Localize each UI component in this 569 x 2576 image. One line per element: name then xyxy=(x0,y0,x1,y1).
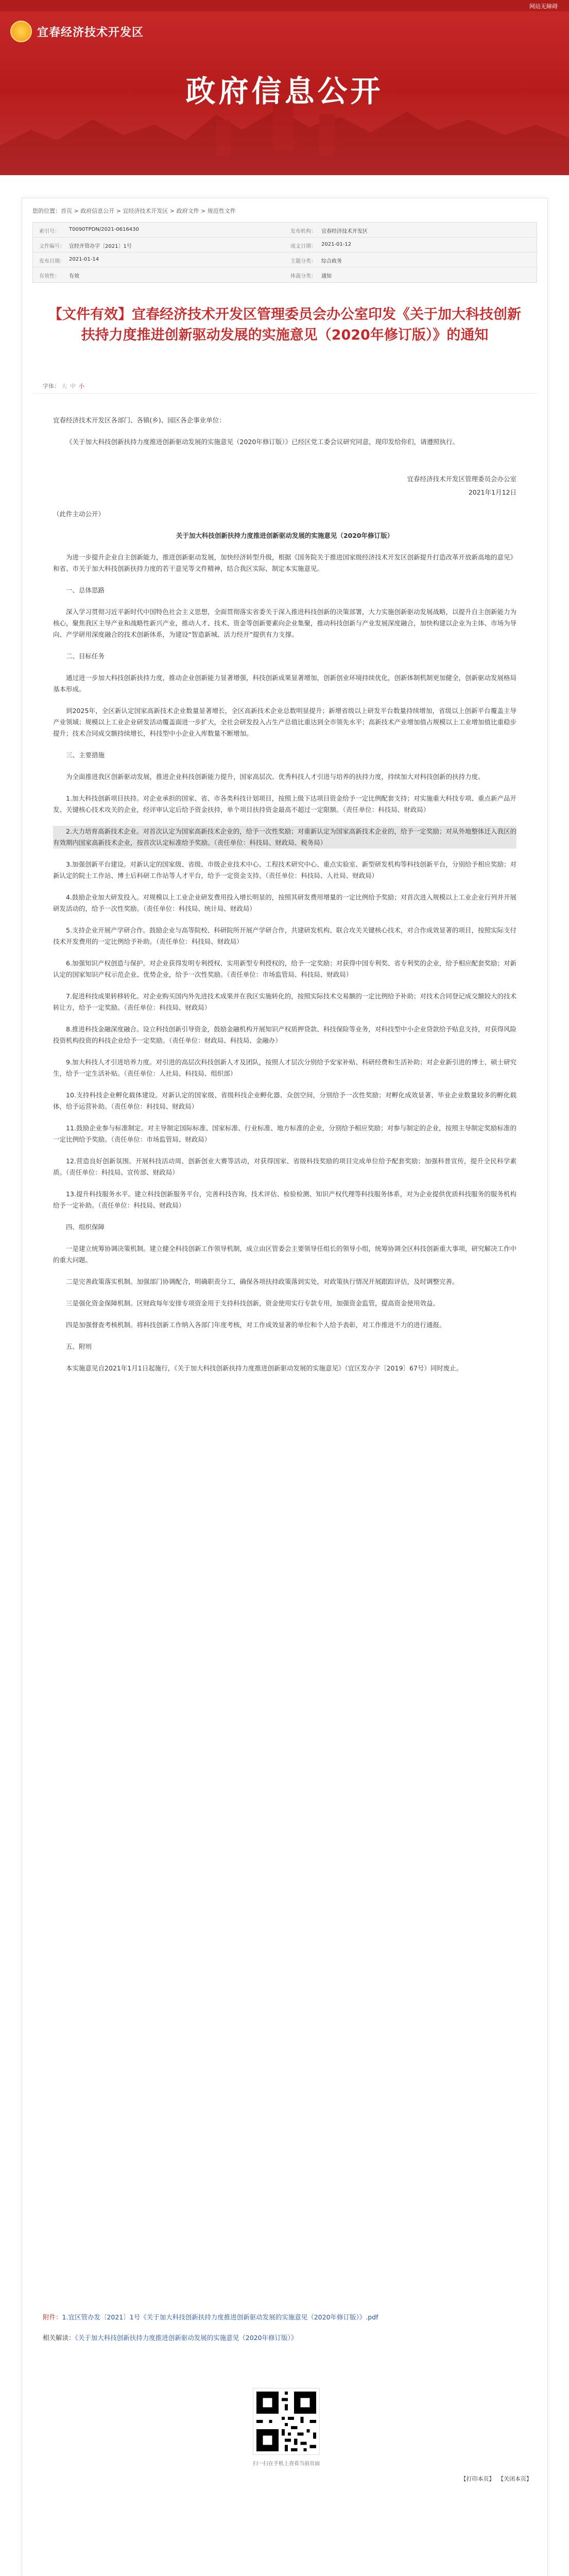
section-heading: 四、组织保障 xyxy=(66,1223,105,1231)
measure-item: 9.加大科技人才引进培养力度。对引进的高层次科技创新人才及团队，按照人才层次分别给予安家补贴、科研经费和生活补助；对企业新引进的博士、硕士研究生，给予一定生活补贴。（责任单位：人社局、科技局、组织部） xyxy=(53,1058,516,1077)
breadcrumb[interactable]: 您的位置：首页 > 政府信息公开 > 宜经济技术开发区 > 政府文件 > 规范性文件 xyxy=(32,208,236,214)
measure-item: 6.加强知识产权创造与保护。对企业获得发明专利授权、实用新型专利授权的，给予一定奖励；对获得中国专利奖、省专利奖的企业，给予相应配套奖励；对新认定的国家知识产权示范企业、优势企业，给予一次性奖励。（责任单位：市场监管局、科技局、财政局） xyxy=(53,959,516,978)
info-key: 发布日期： xyxy=(39,259,65,264)
info-value: 宜经开管办字〔2021〕1号 xyxy=(69,244,132,249)
measure-item: 11.鼓励企业参与标准制定。对主导制定国际标准、国家标准、行业标准、地方标准的企业，分别给予相应奖励；对参与制定的企业，按照主导制定奖励标准的一定比例给予奖励。（责任单位：市场监管局、财政局） xyxy=(53,1124,516,1143)
body-paragraph: 四是加强督查考核机制。将科技创新工作纳入各部门年度考核，对工作成效显著的单位和个人给予表彰，对工作推进不力的进行通报。 xyxy=(66,1321,446,1329)
info-value: 宜春经济技术开发区 xyxy=(321,229,368,234)
qr-code xyxy=(253,2388,320,2455)
info-value: 2021-01-12 xyxy=(321,242,352,247)
body-paragraph: 宜春经济技术开发区各部门、各镇(乡)、园区各企事业单位： xyxy=(53,416,226,424)
qr-caption: 扫一扫在手机上查看当前页面 xyxy=(253,2461,320,2467)
policy-title: 关于加大科技创新扶持力度推进创新驱动发展的实施意见（2020年修订版） xyxy=(176,532,394,539)
info-value: 综合政务 xyxy=(321,259,342,264)
body-paragraph: 本实施意见自2021年1月1日起施行，《关于加大科技创新扶持力度推进创新驱动发展的实施意见》（宜区发办字〔2019〕67号）同时废止。 xyxy=(66,1364,463,1372)
issuer: 宜春经济技术开发区管理委员会办公室 xyxy=(407,475,516,483)
info-key: 体裁分类： xyxy=(290,274,316,279)
document-body xyxy=(53,415,516,1384)
top-bar xyxy=(0,0,569,11)
site-header xyxy=(0,11,569,175)
section-heading: 二、目标任务 xyxy=(66,652,105,660)
section-heading: 三、主要措施 xyxy=(66,751,105,759)
info-key: 成文日期： xyxy=(290,244,316,249)
info-value: 通知 xyxy=(321,274,332,279)
info-value: 有效 xyxy=(69,274,79,279)
measure-item: 12.营造良好创新氛围。开展科技活动周、创新创业大赛等活动，对获得国家、省级科技奖励的项目完成单位给予配套奖励；加强科普宣传，提升全民科学素质。（责任单位：科技局、宣传部、财政局） xyxy=(53,1157,516,1176)
font-large-button[interactable]: 大 xyxy=(61,383,67,389)
font-label: 字体： xyxy=(43,383,60,389)
info-value: T0090TPDN/2021-0616430 xyxy=(69,227,139,232)
measure-item: 4.鼓励企业加大研发投入。对规模以上工业企业研发费用投入增长明显的，按照其研发费用增量的一定比例给予奖励；对首次进入规模以上工业企业行列并开展研发活动的，给予一次性奖励。（责任单位：科技局、统计局、财政局） xyxy=(53,893,516,912)
interpretation-label: 相关解读： xyxy=(43,2334,75,2342)
measure-item: 3.加强创新平台建设。对新认定的国家级、省级、市级企业技术中心、工程技术研究中心、重点实验室、新型研发机构等科技创新平台，分别给予相应奖励；对新认定的院士工作站、博士后科研工作站等人才平台，给予一定资金支持。（责任单位：科技局、人社局、财政局） xyxy=(53,860,516,879)
measure-item: 7.促进科技成果转移转化。对企业购买国内外先进技术成果并在我区实施转化的，按照实际技术交易额的一定比例给予补助；对技术合同登记成交额较大的技术转让方，给予一定奖励。（责任单位：科技局、财政局） xyxy=(53,992,516,1011)
body-paragraph: 二是完善政策落实机制。加强部门协调配合，明确职责分工，确保各项扶持政策落到实处，对政策执行情况开展跟踪评估，及时调整完善。 xyxy=(66,1278,459,1285)
measure-item-highlighted: 2.大力培育高新技术企业。对首次认定为国家高新技术企业的，给予一次性奖励；对重新认定为国家高新技术企业的，给予一定奖励；对从外地整体迁入我区的有效期内国家高新技术企业，按首次认定标准给予奖励。（责任单位：科技局、财政局、税务局） xyxy=(53,826,516,849)
info-key: 有效性： xyxy=(39,274,60,279)
body-paragraph: 《关于加大科技创新扶持力度推进创新驱动发展的实施意见（2020年修订版）》已经区党工委会议研究同意，现印发给你们，请遵照执行。 xyxy=(66,438,459,446)
issue-date: 2021年1月12日 xyxy=(468,488,516,496)
measure-item: 10.支持科技企业孵化载体建设。对新认定的国家级、省级科技企业孵化器、众创空间，分别给予一次性奖励；对孵化成效显著、毕业企业数量较多的孵化载体，给予运营补助。（责任单位：科技局、财政局） xyxy=(53,1091,516,1110)
info-key: 索引号： xyxy=(39,229,60,234)
content-card xyxy=(22,198,548,2576)
site-name: 宜春经济技术开发区 xyxy=(37,26,144,39)
body-paragraph: 三是强化资金保障机制。区财政每年安排专项资金用于支持科技创新，资金使用实行专款专用，加强资金监管，提高资金使用效益。 xyxy=(66,1299,440,1307)
accessibility-link[interactable]: 网站无障碍 xyxy=(529,3,558,10)
close-button[interactable]: 【关闭本页】 xyxy=(501,2476,532,2482)
attachment-link[interactable]: 1.宜区管办发〔2021〕1号《关于加大科技创新扶持力度推进创新驱动发展的实施意见（2020年修订版）》.pdf xyxy=(62,2313,378,2321)
document-info-table xyxy=(32,222,537,283)
measure-item: 8.推进科技金融深度融合。设立科技创新引导资金，鼓励金融机构开展知识产权质押贷款、科技保险等业务，对科技型中小企业贷款给予贴息支持，对获得风险投资机构投资的科技企业给予一定奖励。（责任单位：财政局、科技局、金融办） xyxy=(53,1025,516,1044)
info-value: 2021-01-14 xyxy=(69,257,99,262)
attachments-section xyxy=(43,2312,527,2344)
info-key: 主题分类： xyxy=(290,259,316,264)
page-title: 政府信息公开 xyxy=(185,74,384,109)
body-paragraph: 为进一步提升企业自主创新能力，推进创新驱动发展，加快经济转型升级，根据《国务院关于推进国家级经济技术开发区创新提升打造改革开放新高地的意见》和省、市关于加大科技创新扶持力度的若干意见等文件精神，结合我区实际，制定本实施意见。 xyxy=(53,553,517,572)
section-heading: 一、总体思路 xyxy=(66,586,105,594)
section-heading: 五、附则 xyxy=(66,1343,92,1350)
info-key: 发布机构： xyxy=(290,229,316,234)
document-title: 【文件有效】宜春经济技术开发区管理委员会办公室印发《关于加大科技创新扶持力度推进创新驱动发展的实施意见（2020年修订版）》的通知 xyxy=(48,307,521,343)
national-emblem-icon xyxy=(10,21,32,42)
body-paragraph: 通过进一步加大科技创新扶持力度，推动企业创新能力显著增强，科技创新成果显著增加，创新创业环境持续优化，创新体制机制更加健全，创新驱动发展格局基本形成。 xyxy=(53,674,517,693)
measure-item: 1.加大科技创新项目扶持。对企业承担的国家、省、市各类科技计划项目，按照上级下达项目资金给予一定比例配套支持；对实施重大科技专项、重点新产品开发、关键核心技术攻关的企业，经评审认定后给予资金扶持，单个项目扶持资金最高不超过一定限额。（责任单位：科技局、财政局） xyxy=(53,794,516,814)
font-size-switcher xyxy=(43,382,86,390)
site-logo[interactable] xyxy=(10,21,144,42)
font-small-button[interactable]: 小 xyxy=(79,383,84,389)
measure-item: 5.支持企业开展产学研合作。鼓励企业与高等院校、科研院所开展产学研合作，共建研发机构、联合攻关关键核心技术，对合作成效显著的项目，按照实际支付技术开发费用的一定比例给予补助。（责任单位：科技局、财政局） xyxy=(53,926,516,945)
attachment-label: 附件： xyxy=(43,2313,62,2321)
font-medium-button[interactable]: 中 xyxy=(70,383,76,389)
info-key: 文件编号： xyxy=(39,244,65,249)
interpretation-link[interactable]: 《关于加大科技创新扶持力度推进创新驱动发展的实施意见（2020年修订版）》 xyxy=(75,2334,298,2342)
print-button[interactable]: 【打印本页】 xyxy=(460,2476,495,2482)
public-note: （此件主动公开） xyxy=(53,510,105,518)
measure-item: 13.提升科技服务水平。建立科技创新服务平台，完善科技咨询、技术评估、检验检测、知识产权代理等科技服务体系，对为企业提供优质科技服务的服务机构给予一定补助。（责任单位：科技局、财政局） xyxy=(53,1190,516,1209)
body-paragraph: 一是建立统筹协调决策机制。建立健全科技创新工作领导机制，成立由区管委会主要领导任组长的领导小组，统筹协调全区科技创新重大事项，研究解决工作中的重大问题。 xyxy=(53,1245,517,1264)
page-actions xyxy=(455,2475,532,2483)
body-paragraph: 深入学习贯彻习近平新时代中国特色社会主义思想，全面贯彻落实省委关于深入推进科技创新的决策部署，大力实施创新驱动发展战略，以提升自主创新能力为核心，聚焦我区主导产业和战略性新兴产业，推动人才、技术、资金等创新要素向企业集聚，推动科技创新与产业发展深度融合，加快构建以企业为主体、市场为导向、产学研用深度融合的技术创新体系，为建设“智造新城、活力经开”提供有力支撑。 xyxy=(53,608,517,638)
divider xyxy=(32,393,537,394)
body-paragraph: 为全面推进我区创新驱动发展，推进企业科技创新能力提升，国家高层次、优秀科技人才引进与培养的扶持力度，持续加大对科技创新的扶持力度。 xyxy=(66,773,485,781)
body-paragraph: 到2025年，全区新认定国家高新技术企业数量显著增长，全区高新技术企业总数明显提升；新增省级以上研发平台数量持续增加，省级以上创新平台覆盖主导产业领域；规模以上工业企业研发活动覆盖面进一步扩大，全社会研发投入占生产总值比重达到全市领先水平；高新技术产业增加值占规模以上工业增加值比重稳步提升；技术合同成交额持续增长，科技型中小企业入库数量不断增加。 xyxy=(53,707,517,737)
